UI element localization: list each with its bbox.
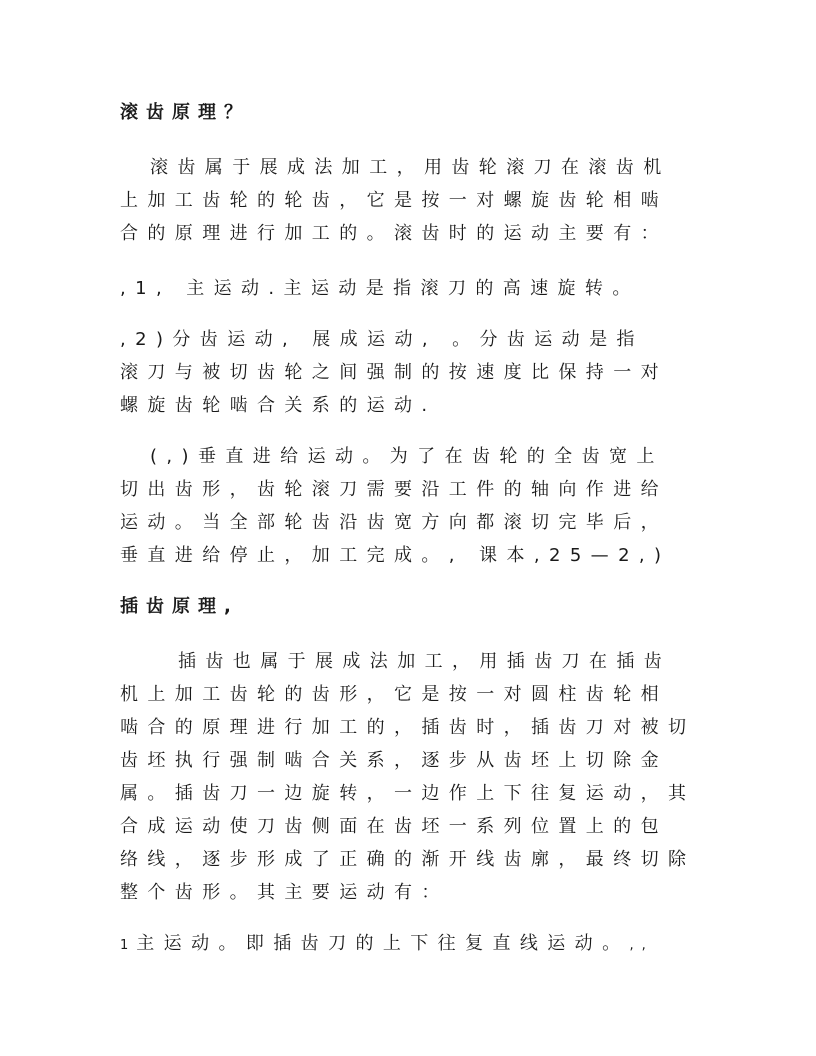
paragraph-line: 插齿也属于展成法加工，用插齿刀在插齿 bbox=[178, 651, 672, 672]
paragraph-line: 滚刀与被切齿轮之间强制的按速度比保持一对 bbox=[120, 362, 668, 383]
section-heading-hobbing: 滚齿原理？ bbox=[120, 102, 250, 123]
paragraph-line: 运动。当全部轮齿沿齿宽方向都滚切完毕后， bbox=[120, 512, 668, 533]
paragraph-line: 合成运动使刀齿侧面在齿坯一系列位置上的包 bbox=[120, 816, 668, 837]
section-heading-shaping: 插齿原理, bbox=[120, 596, 239, 617]
paragraph-line: ,2)分齿运动, 展成运动, 。分齿运动是指 bbox=[120, 329, 644, 350]
paragraph-line: 垂直进给停止，加工完成。, 课本,25—2,) bbox=[120, 545, 671, 566]
paragraph-line: 整个齿形。其主要运动有： bbox=[120, 882, 449, 903]
shaping-item-main-motion bbox=[120, 927, 700, 962]
hobbing-item-main-motion: ,1, 主运动.主运动是指滚刀的高速旋转。 bbox=[120, 278, 640, 299]
paragraph-line: 切出齿形，齿轮滚刀需要沿工件的轴向作进给 bbox=[120, 479, 668, 500]
shaping-body-paragraph bbox=[120, 645, 700, 909]
paragraph-line: 合的原理进行加工的。滚齿时的运动主要有： bbox=[120, 223, 668, 244]
hobbing-item-vertical-feed bbox=[120, 440, 700, 572]
paragraph-line: 上加工齿轮的轮齿，它是按一对螺旋齿轮相啮 bbox=[120, 190, 668, 211]
item-text: 主运动。即插齿刀的上下往复直线运动。 bbox=[136, 933, 630, 954]
paragraph-line: 机上加工齿轮的齿形，它是按一对圆柱齿轮相 bbox=[120, 684, 668, 705]
paragraph-line: 滚齿属于展成法加工，用齿轮滚刀在滚齿机 bbox=[150, 157, 671, 178]
hobbing-intro-paragraph bbox=[120, 151, 700, 250]
paragraph-line: 络线，逐步形成了正确的渐开线齿廓，最终切除 bbox=[120, 849, 696, 870]
item-number: 1 bbox=[120, 938, 137, 953]
paragraph-line: (,)垂直进给运动。为了在齿轮的全齿宽上 bbox=[150, 446, 664, 467]
item-trailing-mark: ,, bbox=[629, 938, 654, 953]
hobbing-item-indexing-motion bbox=[120, 323, 700, 422]
document-page bbox=[120, 96, 700, 962]
paragraph-line: 属。插齿刀一边旋转，一边作上下往复运动，其 bbox=[120, 783, 696, 804]
paragraph-line: 齿坯执行强制啮合关系，逐步从齿坯上切除金 bbox=[120, 750, 668, 771]
paragraph-line: 螺旋齿轮啮合关系的运动. bbox=[120, 395, 437, 416]
paragraph-line: 啮合的原理进行加工的，插齿时，插齿刀对被切 bbox=[120, 717, 696, 738]
